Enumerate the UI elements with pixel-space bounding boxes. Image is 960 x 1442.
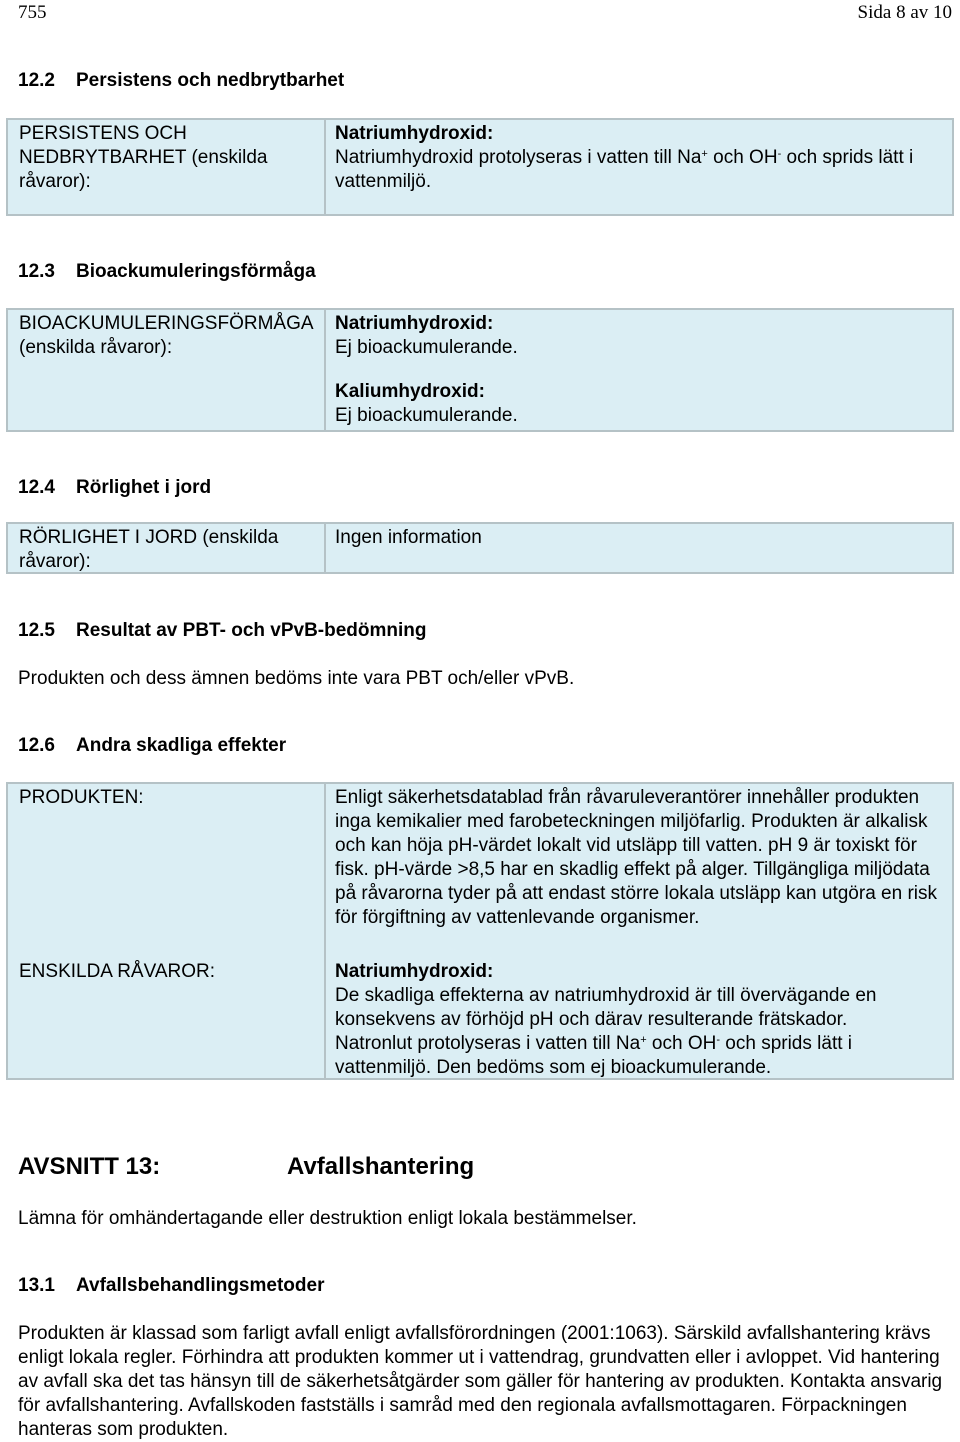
section-13-intro: Lämna för omhändertagande eller destruktion enligt lokala bestämmelser. — [18, 1208, 637, 1229]
persistence-table — [6, 118, 954, 216]
text-part: och sprids lätt i vattenmiljö. Den bedöms som ej bioackumulerande. — [335, 1033, 853, 1078]
text-part: och OH — [713, 147, 778, 168]
mobility-value: Ingen information — [335, 527, 482, 548]
pbt-assessment-text: Produkten och dess ämnen bedöms inte vara PBT och/eller vPvB. — [18, 668, 575, 689]
raw-materials-value — [335, 960, 945, 1080]
page-prefix: Sida — [857, 2, 892, 23]
bioaccumulation-table — [6, 308, 954, 432]
substance-name: Natriumhydroxid: — [335, 961, 494, 982]
section-13-title: Avfallshantering — [287, 1153, 475, 1180]
page-total: 10 — [933, 2, 952, 23]
section-12-3-heading — [18, 261, 316, 283]
page-indicator — [858, 2, 952, 24]
text-part: Natronlut protolyseras i vatten till Na — [335, 1033, 641, 1054]
superscript-plus: + — [640, 1034, 647, 1046]
section-13-label: AVSNITT 13: — [18, 1153, 161, 1180]
page-of: av — [910, 2, 929, 23]
section-12-2-heading — [18, 70, 344, 92]
column-divider — [324, 120, 326, 214]
section-number: 12.5 — [18, 620, 55, 641]
document-number: 755 — [18, 2, 47, 23]
text-part: Natriumhydroxid protolyseras i vatten till Na — [335, 147, 702, 168]
mobility-label: RÖRLIGHET I JORD (enskilda råvaror): — [19, 527, 279, 572]
section-title: Bioackumuleringsförmåga — [76, 261, 316, 282]
substance-text: Ej bioackumulerande. — [335, 337, 518, 358]
substance-text: Ej bioackumulerande. — [335, 405, 518, 426]
other-effects-table — [6, 782, 954, 1080]
section-title: Resultat av PBT- och vPvB-bedömning — [76, 620, 427, 641]
product-label: PRODUKTEN: — [19, 787, 144, 808]
column-divider — [324, 310, 326, 430]
superscript-minus: - — [777, 148, 782, 160]
section-title: Rörlighet i jord — [76, 477, 212, 498]
superscript-minus: - — [716, 1034, 720, 1046]
section-12-6-heading — [18, 735, 286, 757]
persistence-label: PERSISTENS OCH NEDBRYTBARHET (enskilda råvaror): — [19, 123, 268, 192]
raw-materials-label: ENSKILDA RÅVAROR: — [19, 961, 216, 982]
section-number: 12.6 — [18, 735, 55, 756]
text-part: och sprids lätt i vattenmiljö. — [335, 147, 914, 192]
section-number: 13.1 — [18, 1275, 55, 1296]
section-number: 12.2 — [18, 70, 55, 91]
substance-name: Natriumhydroxid: — [335, 313, 494, 334]
column-divider — [324, 524, 326, 572]
substance-name: Kaliumhydroxid: — [335, 381, 485, 402]
section-number: 12.4 — [18, 477, 55, 498]
protolysis-text — [335, 1032, 945, 1080]
column-divider — [324, 784, 326, 1078]
section-title: Avfallsbehandlingsmetoder — [76, 1275, 325, 1296]
section-title: Persistens och nedbrytbarhet — [76, 70, 345, 91]
section-12-5-heading — [18, 620, 427, 642]
mobility-table — [6, 522, 954, 574]
persistence-text — [335, 146, 945, 194]
page-current: 8 — [896, 2, 906, 23]
bioaccumulation-value — [335, 312, 945, 428]
product-effects-text: Enligt säkerhetsdatablad från råvaruleverantörer innehåller produkten inga kemikalier med farobeteckningen miljöfarlig. Produkten är alkalisk och kan höja pH-värdet lokalt vid utsläpp till vatten. pH 9 är toxiskt för fisk. pH-värde >8,5 har en skadlig effekt på alger. Tillgängliga miljödata på råvarorna tyder på att endast större lokala utsläpp kan utgöra en risk för förgiftning av vattenlevande organismer. — [335, 787, 938, 928]
section-number: 12.3 — [18, 261, 55, 282]
bioaccumulation-label: BIOACKUMULERINGSFÖRMÅGA (enskilda råvaror): — [19, 313, 313, 358]
section-12-4-heading — [18, 477, 211, 499]
superscript-plus: + — [701, 148, 708, 160]
section-title: Andra skadliga effekter — [76, 735, 287, 756]
substance-name: Natriumhydroxid: — [335, 123, 494, 144]
text-part: och OH — [651, 1033, 717, 1054]
section-13-1-heading — [18, 1275, 324, 1297]
persistence-value — [335, 122, 945, 194]
waste-methods-text: Produkten är klassad som farligt avfall enligt avfallsförordningen (2001:1063). Särskild avfallshantering krävs enligt lokala regler. Förhindra att produkten kommer ut i vattendrag, grundvatten eller i avloppet. Vid hantering av avfall ska det tas hänsyn till de säkerhetsåtgärder som gäller för hantering av produkten. Kontakta ansvarig för avfallshantering. Avfallskoden fastställs i samråd med den regionala avfallsmottagaren. Förpackningen hanteras som produkten. — [18, 1323, 943, 1440]
effects-text: De skadliga effekterna av natriumhydroxid är till övervägande en konsekvens av förhöjd pH och därav resulterande frätskador. — [335, 985, 877, 1030]
